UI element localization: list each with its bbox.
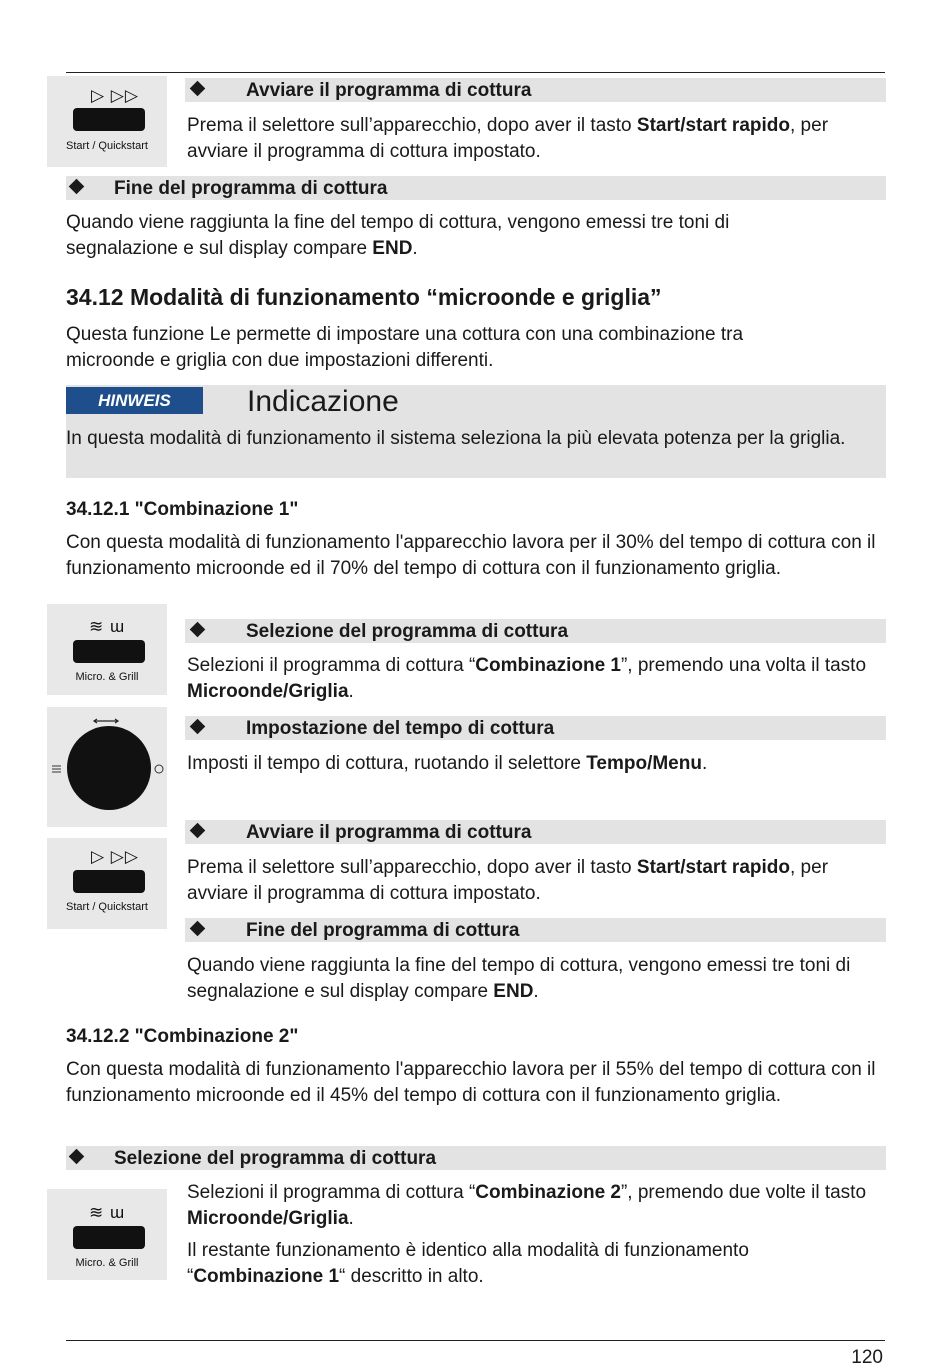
section-bar-impostazione (185, 716, 886, 740)
subsection-text-2: Con questa modalità di funzionamento l'apparecchio lavora per il 55% del tempo di cottura con il funzionamento microonde ed il 45% del tempo di cottura con il funzionamento griglia. (66, 1059, 876, 1106)
start-quickstart-caption: Start / Quickstart (66, 901, 148, 913)
paragraph: Selezioni il programma di cottura “Combinazione 2”, premendo due volte il tasto Microonde/Griglia. (187, 1182, 867, 1229)
section-title: Avviare il programma di cottura (246, 822, 532, 843)
start-quickstart-button[interactable] (73, 870, 145, 893)
page-number: 120 (851, 1347, 883, 1368)
section-title: Selezione del programma di cottura (114, 1148, 437, 1169)
start-quickstart-panel (47, 76, 167, 167)
micro-grill-panel-2 (47, 1189, 167, 1280)
diamond-bullet-icon (69, 179, 85, 195)
section-title: Impostazione del tempo di cottura (246, 718, 555, 739)
micro-grill-caption: Micro. & Grill (75, 1257, 139, 1269)
section-bar-selezione-1 (185, 619, 886, 643)
microwave-grill-icon: ≋ ɯ (89, 617, 126, 636)
section-title: Fine del programma di cottura (114, 178, 388, 199)
start-quickstart-caption: Start / Quickstart (66, 140, 148, 152)
section-intro: Questa funzione Le permette di impostare una cottura con una combinazione tra microonde e griglia con due impostazioni differenti. (66, 324, 744, 371)
start-quickstart-button[interactable] (73, 108, 145, 131)
diamond-bullet-icon (190, 622, 206, 638)
start-quickstart-panel-2 (47, 838, 167, 929)
section-bar-selezione-2 (66, 1146, 886, 1170)
note-title: Indicazione (247, 385, 399, 418)
diamond-bullet-icon (69, 1149, 85, 1165)
paragraph: Il restante funzionamento è identico alla modalità di funzionamento “Combinazione 1“ descritto in alto. (187, 1240, 749, 1287)
diamond-bullet-icon (190, 81, 206, 97)
section-bar-avviare-2 (185, 820, 886, 844)
paragraph: Prema il selettore sull’apparecchio, dopo aver il tasto Start/start rapido, per avviare il programma di cottura impostato. (187, 115, 829, 162)
top-rule (66, 72, 885, 73)
paragraph: Selezioni il programma di cottura “Combinazione 1”, premendo una volta il tasto Microonde/Griglia. (187, 655, 867, 702)
diamond-bullet-icon (190, 921, 206, 937)
microwave-grill-icon: ≋ ɯ (89, 1203, 126, 1222)
knob-graphic (47, 707, 167, 827)
paragraph: Quando viene raggiunta la fine del tempo di cottura, vengono emessi tre toni di segnalazione e sul display compare END. (187, 955, 851, 1002)
hinweis-badge: HINWEIS (66, 387, 203, 414)
subsection-heading-2: 34.12.2 "Combinazione 2" (66, 1026, 299, 1047)
section-heading: 34.12 Modalità di funzionamento “microonde e griglia” (66, 284, 662, 310)
start-play-icon: ▷ ▷▷ (91, 86, 139, 105)
note-box (66, 385, 886, 478)
time-menu-knob[interactable] (67, 726, 151, 810)
section-title: Fine del programma di cottura (246, 920, 520, 941)
micro-grill-button[interactable] (73, 1226, 145, 1249)
note-body: In questa modalità di funzionamento il sistema seleziona la più elevata potenza per la griglia. (66, 428, 846, 449)
section-title: Selezione del programma di cottura (246, 621, 569, 642)
section-bar-fine-1 (66, 176, 886, 200)
micro-grill-caption: Micro. & Grill (75, 671, 139, 683)
section-title: Avviare il programma di cottura (246, 80, 532, 101)
diamond-bullet-icon (190, 823, 206, 839)
bottom-rule (66, 1340, 885, 1341)
micro-grill-panel (47, 604, 167, 695)
paragraph: Quando viene raggiunta la fine del tempo di cottura, vengono emessi tre toni di segnalazione e sul display compare END. (66, 212, 730, 259)
subsection-heading-1: 34.12.1 "Combinazione 1" (66, 499, 299, 520)
paragraph: Prema il selettore sull’apparecchio, dopo aver il tasto Start/start rapido, per avviare il programma di cottura impostato. (187, 857, 829, 904)
start-play-icon: ▷ ▷▷ (91, 847, 139, 866)
time-menu-knob-panel (47, 707, 167, 827)
subsection-text-1: Con questa modalità di funzionamento l'apparecchio lavora per il 30% del tempo di cottura con il funzionamento microonde ed il 70% del tempo di cottura con il funzionamento griglia. (66, 532, 876, 579)
section-bar-avviare-1 (185, 78, 886, 102)
diamond-bullet-icon (190, 719, 206, 735)
paragraph: Imposti il tempo di cottura, ruotando il selettore Tempo/Menu. (187, 753, 708, 774)
section-bar-fine-2 (185, 918, 886, 942)
micro-grill-button[interactable] (73, 640, 145, 663)
